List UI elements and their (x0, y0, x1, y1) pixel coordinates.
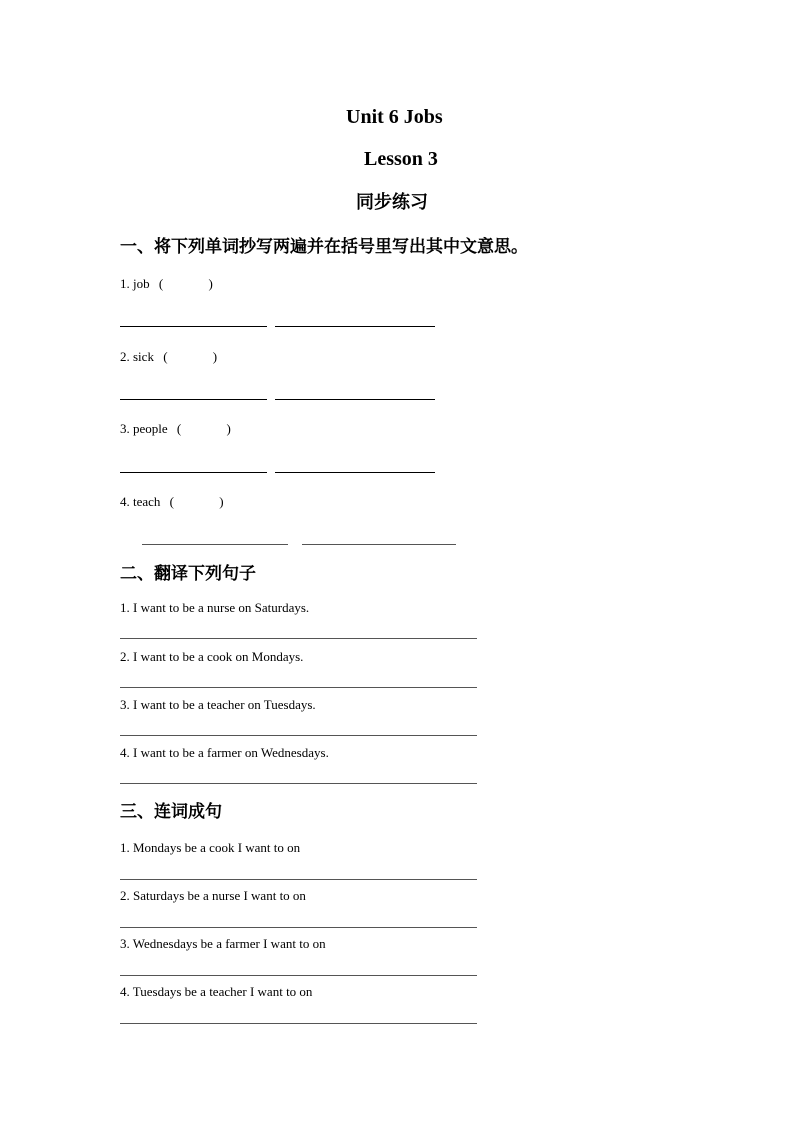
word-label: 3. people (120, 421, 168, 436)
copy-line-3a[interactable] (120, 472, 267, 473)
word-label: 2. sick (120, 349, 154, 364)
scramble-item-4: 4. Tuesdays be a teacher I want to on (120, 984, 313, 999)
section1-heading: 一、将下列单词抄写两遍并在括号里写出其中文意思。 (120, 237, 528, 257)
sentence-item-2: 2. I want to be a cook on Mondays. (120, 649, 304, 664)
answer-line[interactable] (120, 783, 477, 784)
copy-line-3b[interactable] (275, 472, 435, 473)
scramble-item-2: 2. Saturdays be a nurse I want to on (120, 888, 306, 903)
copy-line-1b[interactable] (275, 326, 435, 327)
answer-line[interactable] (120, 638, 477, 639)
close-paren: ) (208, 276, 213, 291)
copy-line-2a[interactable] (120, 399, 267, 400)
scramble-item-1: 1. Mondays be a cook I want to on (120, 840, 301, 855)
open-paren: ( (176, 421, 182, 436)
word-item-3 (120, 421, 231, 437)
scramble-item-3: 3. Wednesdays be a farmer I want to on (120, 936, 326, 951)
close-paren: ) (226, 421, 231, 436)
word-item-2 (120, 349, 217, 365)
answer-line[interactable] (120, 1023, 477, 1024)
section2-heading: 二、翻译下列句子 (120, 564, 256, 584)
close-paren: ) (212, 349, 218, 364)
copy-line-2b[interactable] (275, 399, 435, 400)
word-item-4 (120, 494, 224, 510)
open-paren: ( (169, 494, 175, 509)
answer-line[interactable] (120, 687, 477, 688)
answer-line[interactable] (120, 735, 477, 736)
section3-heading: 三、连词成句 (120, 802, 222, 822)
copy-line-4a[interactable] (142, 544, 288, 545)
word-label: 1. job (120, 276, 150, 291)
sentence-item-1: 1. I want to be a nurse on Saturdays. (120, 600, 310, 615)
sentence-item-3: 3. I want to be a teacher on Tuesdays. (120, 697, 316, 712)
sentence-item-4: 4. I want to be a farmer on Wednesdays. (120, 745, 329, 760)
word-label: 4. teach (120, 494, 161, 509)
copy-line-4b[interactable] (302, 544, 456, 545)
answer-line[interactable] (120, 879, 477, 880)
lesson-title: Lesson 3 (364, 148, 438, 170)
word-item-1 (120, 276, 213, 292)
open-paren: ( (158, 276, 164, 291)
answer-line[interactable] (120, 975, 477, 976)
close-paren: ) (219, 494, 224, 509)
unit-title: Unit 6 Jobs (346, 106, 443, 128)
open-paren: ( (163, 349, 168, 364)
answer-line[interactable] (120, 927, 477, 928)
copy-line-1a[interactable] (120, 326, 267, 327)
page-subtitle: 同步练习 (356, 192, 428, 213)
